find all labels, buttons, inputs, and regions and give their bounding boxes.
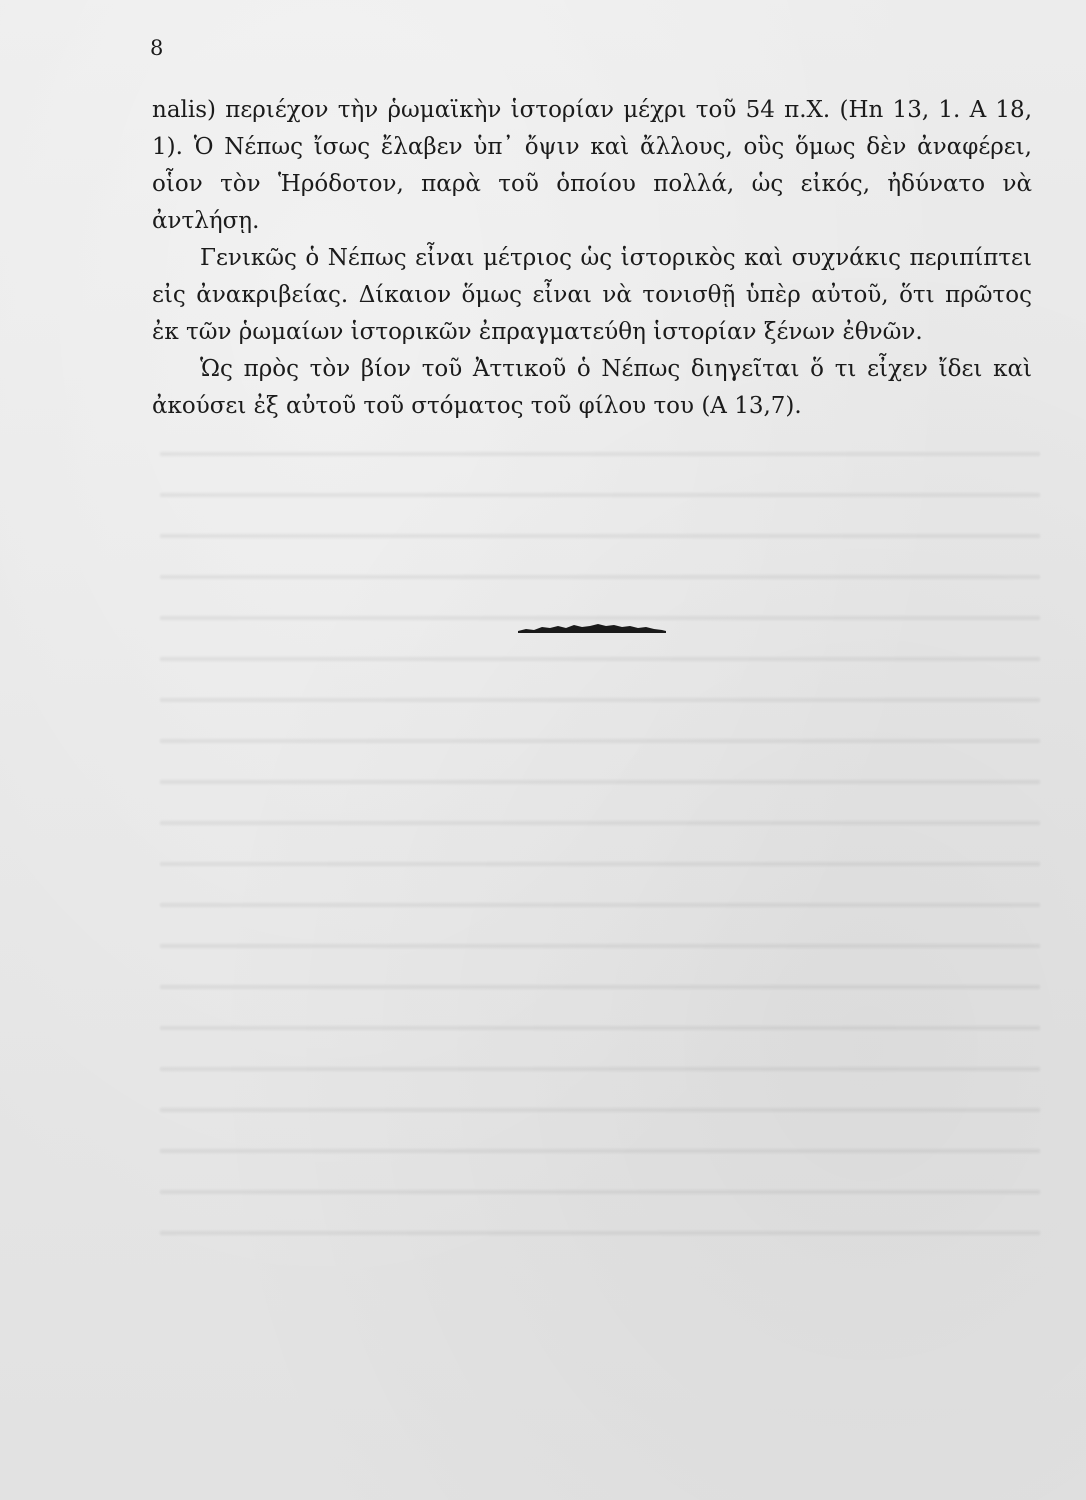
paragraph-3: Ὡς πρὸς τὸν βίον τοῦ Ἀττικοῦ ὁ Νέπως διηγεῖται ὅ τι εἶχεν ἴδει καὶ ἀκούσει ἐξ αὐτοῦ τοῦ στόματος τοῦ φίλου του (A 13,7).	[152, 356, 1032, 419]
paragraph-2: Γενικῶς ὁ Νέπως εἶναι μέτριος ὡς ἱστορικὸς καὶ συχνάκις περιπίπτει εἰς ἀνακριβείας. Δίκαιον ὅμως εἶναι νὰ τονισθῇ ὑπὲρ αὐτοῦ, ὅτι πρῶτος ἐκ τῶν ῥωμαίων ἱστορικῶν ἐπραγματεύθη ἱστορίαν ξένων ἐθνῶν.	[152, 245, 1032, 345]
bleed-through-text	[160, 430, 1040, 1250]
page-number: 8	[150, 36, 164, 60]
section-end-rule	[516, 622, 668, 634]
paragraph-1: nalis) περιέχον τὴν ῥωμαϊκὴν ἱστορίαν μέχρι τοῦ 54 π.Χ. (Hn 13, 1. A 18, 1). Ὁ Νέπως ἴσως ἔλαβεν ὑπ᾽ ὄψιν καὶ ἄλλους, οὓς ὅμως δὲν ἀναφέρει, οἷον τὸν Ἡρόδοτον, παρὰ τοῦ ὁποίου πολλά, ὡς εἰκός, ἠδύνατο νὰ ἀντλήσῃ.	[152, 97, 1032, 234]
body-text	[152, 92, 1032, 425]
